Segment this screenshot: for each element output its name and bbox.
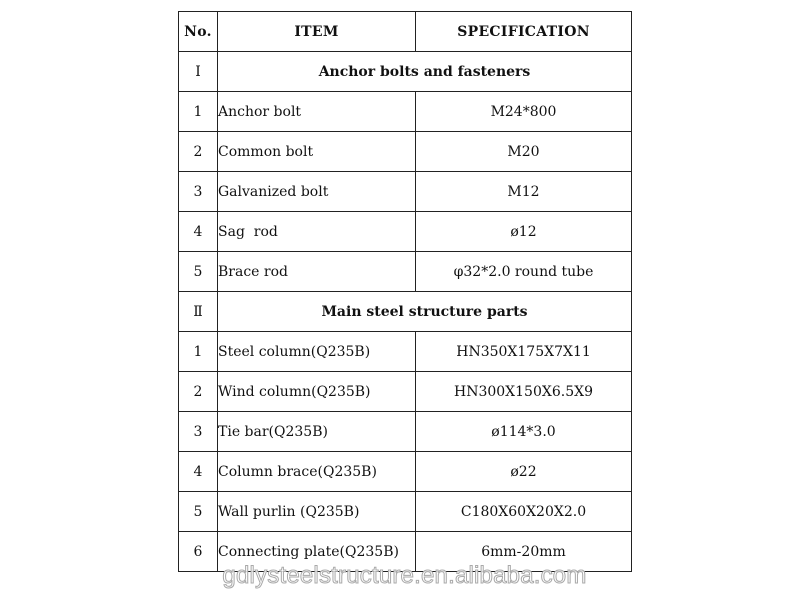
row-spec: ø114*3.0 <box>416 412 632 452</box>
row-number: 3 <box>179 412 218 452</box>
specification-table <box>178 11 632 572</box>
section-numeral: Ⅱ <box>179 292 218 332</box>
header-row <box>179 12 632 52</box>
row-item: Wall purlin (Q235B) <box>218 492 416 532</box>
table-row <box>179 372 632 412</box>
table-row <box>179 172 632 212</box>
row-item: Anchor bolt <box>218 92 416 132</box>
row-number: 5 <box>179 252 218 292</box>
row-number: 1 <box>179 332 218 372</box>
table-row <box>179 412 632 452</box>
row-number: 4 <box>179 212 218 252</box>
row-item: Connecting plate(Q235B) <box>218 532 416 572</box>
section-numeral: Ⅰ <box>179 52 218 92</box>
row-spec: M24*800 <box>416 92 632 132</box>
table-row <box>179 332 632 372</box>
header-specification: SPECIFICATION <box>416 12 632 52</box>
row-number: 6 <box>179 532 218 572</box>
row-item: Column brace(Q235B) <box>218 452 416 492</box>
row-item: Sag rod <box>218 212 416 252</box>
row-number: 5 <box>179 492 218 532</box>
row-number: 2 <box>179 372 218 412</box>
row-spec: ø22 <box>416 452 632 492</box>
row-spec: 6mm-20mm <box>416 532 632 572</box>
row-number: 3 <box>179 172 218 212</box>
row-number: 1 <box>179 92 218 132</box>
table-row <box>179 452 632 492</box>
section-title: Main steel structure parts <box>218 292 632 332</box>
row-item: Steel column(Q235B) <box>218 332 416 372</box>
table-row <box>179 492 632 532</box>
row-spec: C180X60X20X2.0 <box>416 492 632 532</box>
section-row <box>179 52 632 92</box>
section-title: Anchor bolts and fasteners <box>218 52 632 92</box>
watermark: gdlysteelstructure.en.alibaba.com <box>222 562 587 589</box>
row-number: 2 <box>179 132 218 172</box>
row-item: Tie bar(Q235B) <box>218 412 416 452</box>
table-row <box>179 132 632 172</box>
header-item: ITEM <box>218 12 416 52</box>
table-row <box>179 212 632 252</box>
header-no: No. <box>179 12 218 52</box>
row-spec: M20 <box>416 132 632 172</box>
row-item: Wind column(Q235B) <box>218 372 416 412</box>
row-spec: HN300X150X6.5X9 <box>416 372 632 412</box>
row-item: Common bolt <box>218 132 416 172</box>
row-number: 4 <box>179 452 218 492</box>
row-spec: φ32*2.0 round tube <box>416 252 632 292</box>
row-item: Galvanized bolt <box>218 172 416 212</box>
row-item: Brace rod <box>218 252 416 292</box>
table-row <box>179 92 632 132</box>
row-spec: M12 <box>416 172 632 212</box>
row-spec: ø12 <box>416 212 632 252</box>
row-spec: HN350X175X7X11 <box>416 332 632 372</box>
table-row <box>179 252 632 292</box>
section-row <box>179 292 632 332</box>
